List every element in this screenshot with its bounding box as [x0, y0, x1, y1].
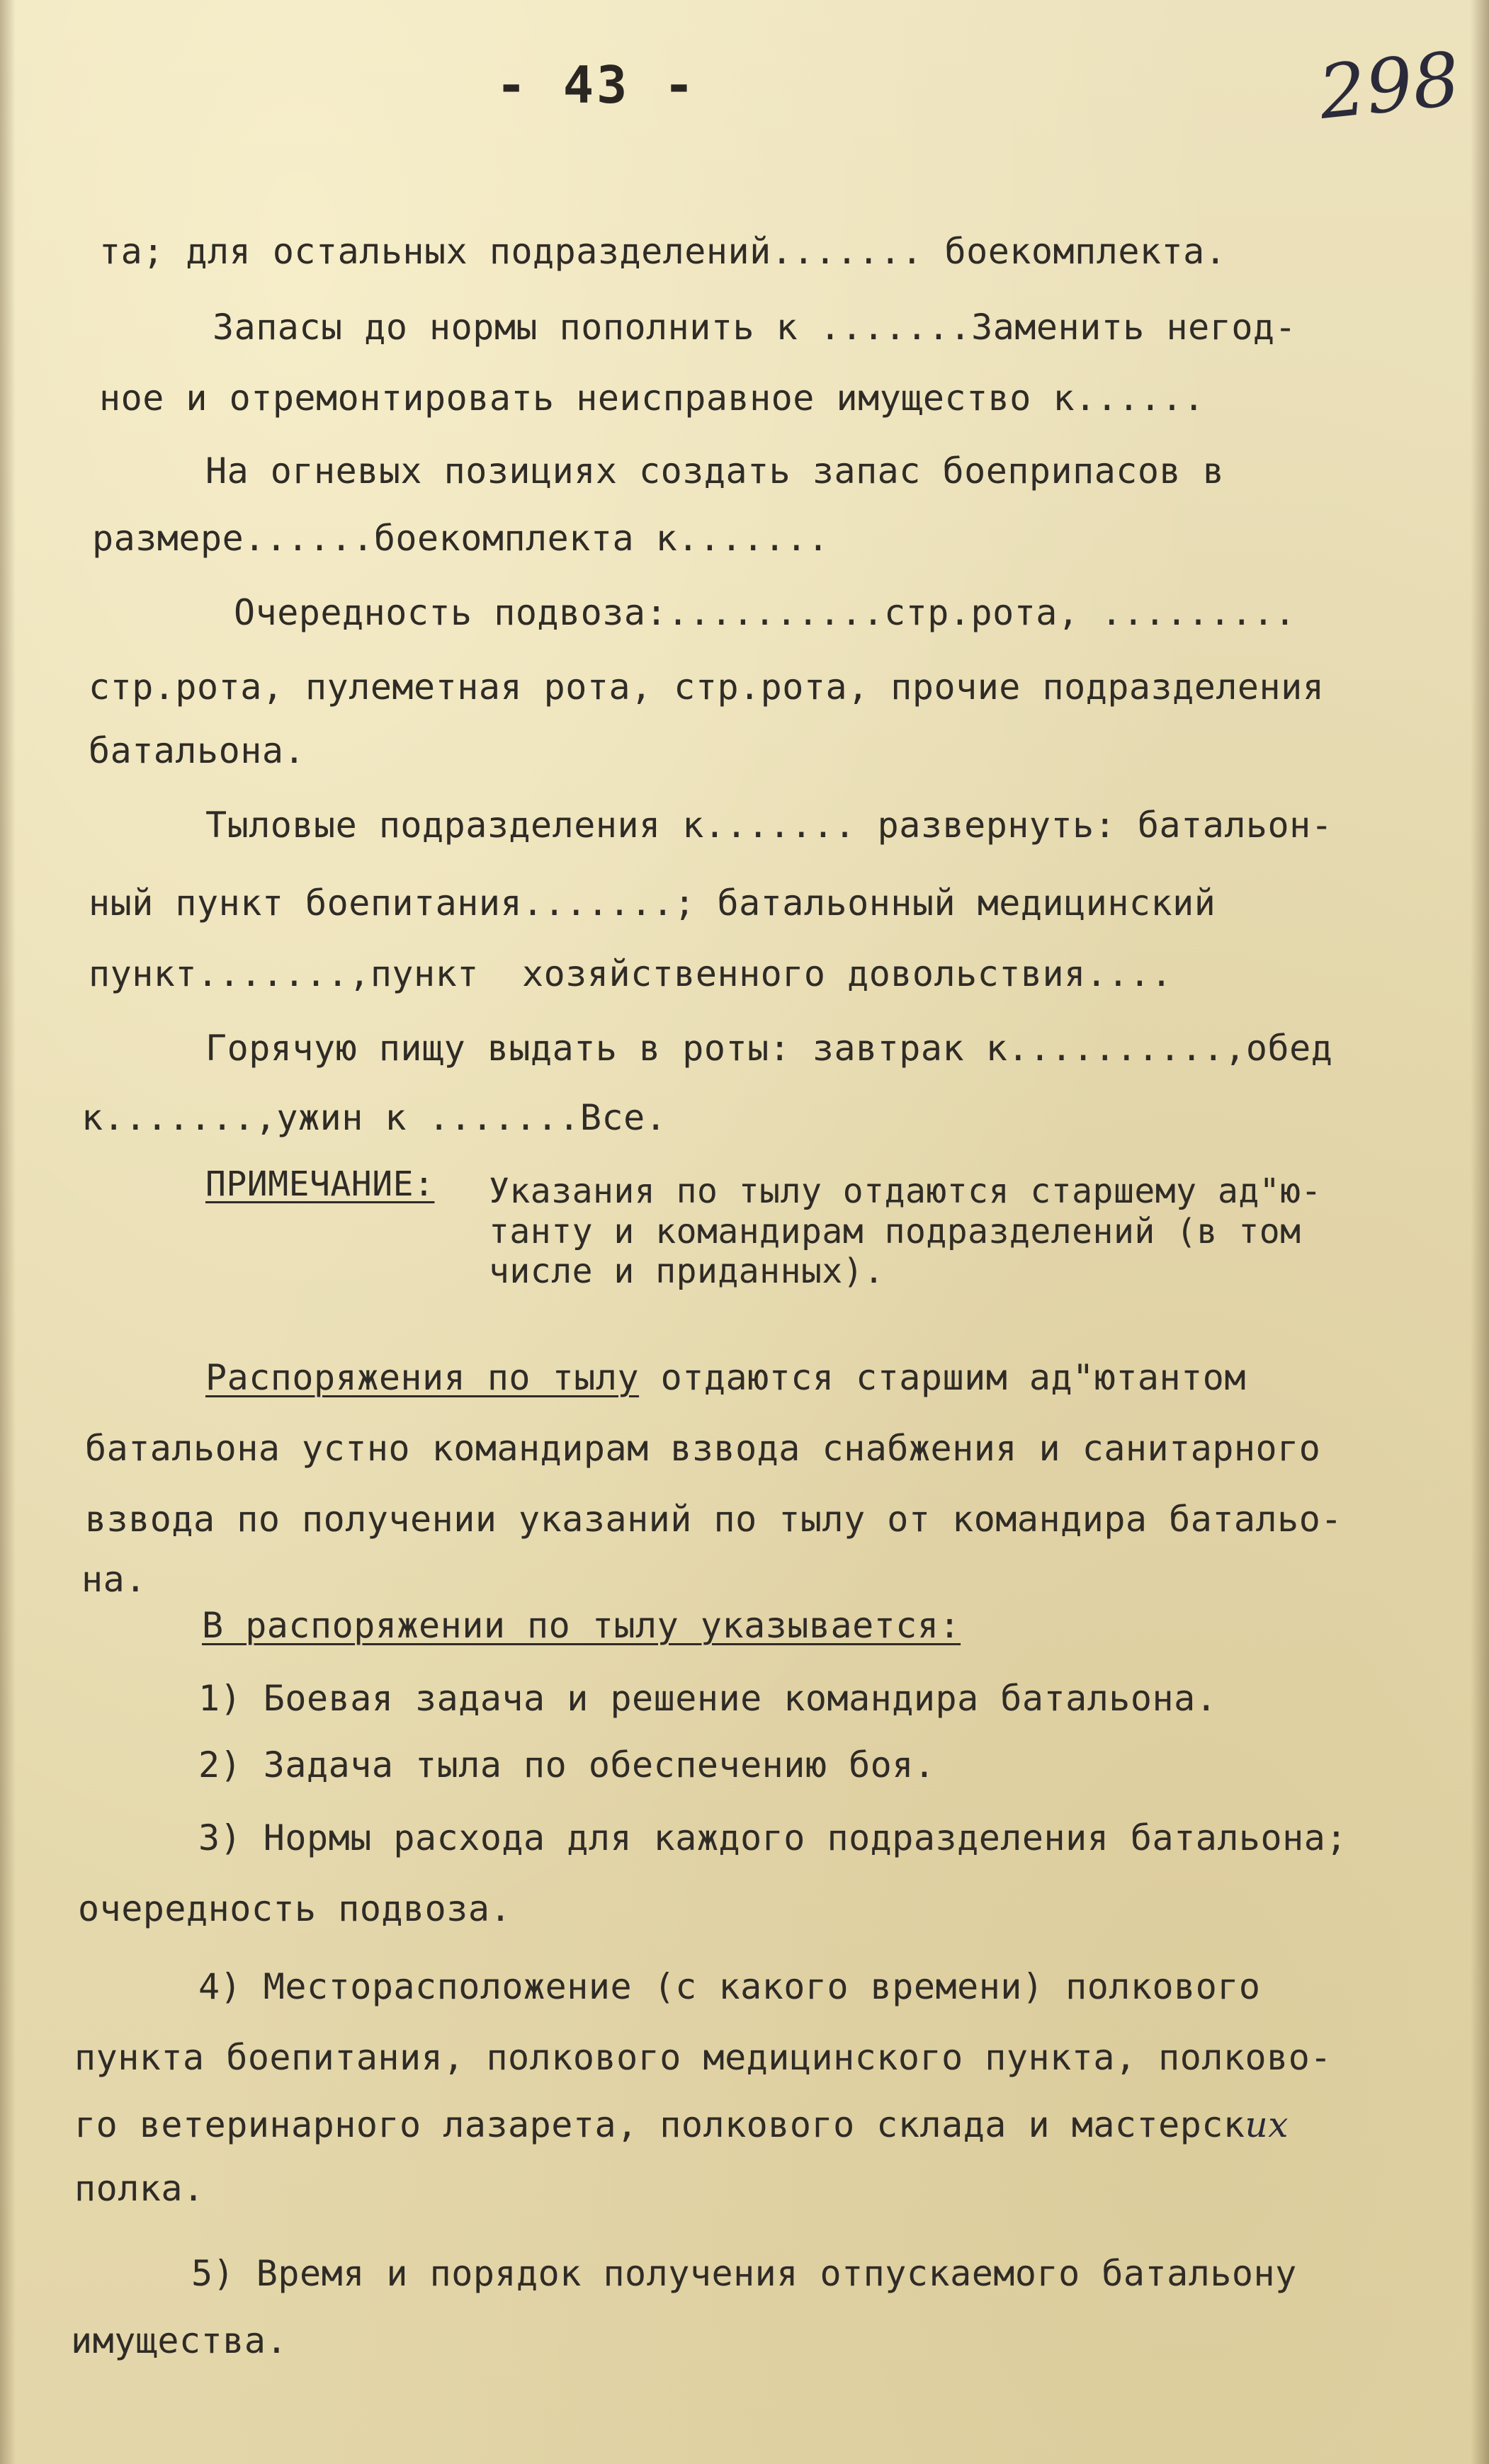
- list-item: 4) Месторасположение (с какого времени) полкового: [198, 1966, 1261, 2007]
- list-item: 3) Нормы расхода для каждого подразделения батальона;: [198, 1817, 1347, 1858]
- archive-folio-number: 298: [1315, 35, 1464, 137]
- section-heading: Распоряжения по тылу: [205, 1357, 640, 1398]
- text-line: Горячую пищу выдать в роты: завтрак к..........,обед: [205, 1028, 1333, 1069]
- text-line: батальона.: [89, 730, 306, 771]
- text-run: го ветеринарного лазарета, полкового склада и мастерск: [74, 2104, 1245, 2145]
- text-line: пункт.......,пункт хозяйственного довольствия....: [89, 953, 1173, 994]
- text-line: На огневых позициях создать запас боеприпасов в: [205, 450, 1225, 492]
- list-item-continuation: имущества.: [71, 2320, 288, 2361]
- list-item: 1) Боевая задача и решение командира батальона.: [198, 1678, 1218, 1719]
- text-line: на.: [81, 1559, 147, 1600]
- list-item-continuation: полка.: [74, 2168, 205, 2209]
- note-text-line: Указания по тылу отдаются старшему ад"ю-: [489, 1171, 1322, 1211]
- handwritten-correction: их: [1245, 2104, 1289, 2145]
- text-line: [205, 1356, 1246, 1399]
- list-item: 5) Время и порядок получения отпускаемого батальону: [191, 2253, 1297, 2294]
- list-item-continuation: очередность подвоза.: [78, 1888, 512, 1929]
- text-run: отдаются старшим ад"ютантом: [639, 1357, 1246, 1398]
- list-item-continuation: пункта боепитания, полкового медицинского пункта, полково-: [74, 2037, 1332, 2078]
- text-line: взвода по получении указаний по тылу от командира батальо-: [85, 1499, 1342, 1540]
- text-line: Очередность подвоза:..........стр.рота, .........: [234, 592, 1296, 633]
- list-heading: В распоряжении по тылу указывается:: [202, 1605, 961, 1646]
- note-text-line: танту и командирам подразделений (в том: [489, 1212, 1301, 1251]
- list-item: 2) Задача тыла по обеспечению боя.: [198, 1744, 936, 1785]
- text-line: та; для остальных подразделений....... боекомплекта.: [99, 231, 1227, 272]
- note-label: ПРИМЕЧАНИЕ:: [205, 1164, 435, 1204]
- text-line: стр.рота, пулеметная рота, стр.рота, прочие подразделения: [89, 666, 1325, 708]
- note-text-line: числе и приданных).: [489, 1251, 885, 1291]
- text-line: к.......,ужин к .......Все.: [81, 1097, 667, 1138]
- list-item-continuation: [74, 2104, 1289, 2146]
- text-line: Запасы до нормы пополнить к .......Заменить негод-: [213, 307, 1297, 348]
- text-line: батальона устно командирам взвода снабжения и санитарного: [85, 1428, 1321, 1469]
- text-line: размере......боекомплекта к.......: [92, 518, 830, 559]
- text-line: ное и отремонтировать неисправное имущество к......: [99, 377, 1205, 419]
- text-line: ный пункт боепитания.......; батальонный медицинский: [89, 882, 1216, 924]
- text-line: Тыловые подразделения к....... развернуть: батальон-: [205, 805, 1333, 846]
- page-number: - 43 -: [496, 55, 698, 115]
